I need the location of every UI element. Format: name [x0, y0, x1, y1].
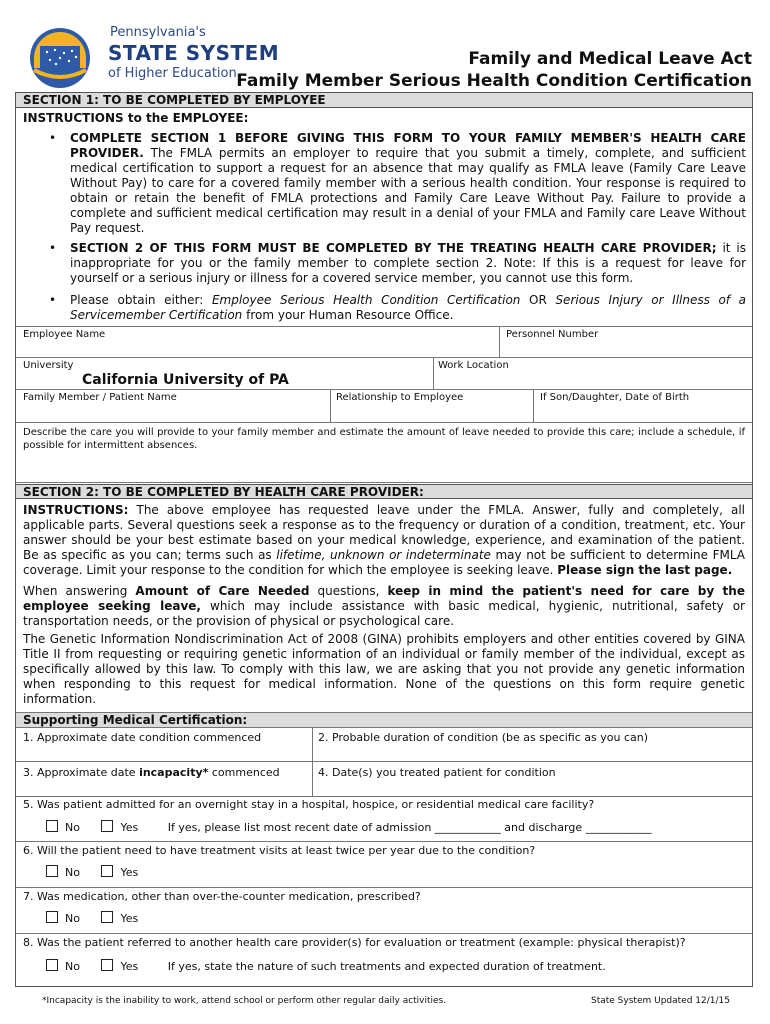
q8-yes-checkbox[interactable] [101, 959, 113, 971]
q5-no-checkbox[interactable] [46, 820, 58, 832]
logo-line-2: STATE SYSTEM [108, 41, 280, 65]
describe-care-label: Describe the care you will provide to your family member and estimate the amount of leave needed to provide this care; include a schedule, if possible for intermittent absences. [23, 427, 745, 451]
q8-no-checkbox[interactable] [46, 959, 58, 971]
bullet-3-text: Please obtain either: Employee Serious Health Condition Certification OR Serious Injury or Illness of a Servicemember Certification from your Human Resource Office. [70, 293, 747, 322]
family-member-label: Family Member / Patient Name [23, 392, 177, 403]
incapacity-footnote: *Incapacity is the inability to work, attend school or perform other regular daily activities. [42, 996, 447, 1006]
q8-options: No Yes If yes, state the nature of such treatments and expected duration of treatment. [46, 959, 606, 973]
q6-yes-checkbox[interactable] [101, 865, 113, 877]
q7-yes-checkbox[interactable] [101, 911, 113, 923]
employee-instructions-heading: INSTRUCTIONS to the EMPLOYEE: [23, 111, 249, 125]
form-title-line-2: Family Member Serious Health Condition Certification [236, 71, 752, 91]
updated-note: State System Updated 12/1/15 [591, 996, 730, 1006]
form-title-line-1: Family and Medical Leave Act [468, 49, 752, 69]
bullet-2: • [49, 241, 57, 255]
q8-followup[interactable]: If yes, state the nature of such treatments and expected duration of treatment. [167, 960, 606, 973]
q2-label: 2. Probable duration of condition (be as specific as you can) [318, 731, 648, 744]
bullet-2-text: SECTION 2 OF THIS FORM MUST BE COMPLETED BY THE TREATING HEALTH CARE PROVIDER; it is inappropriate for you or the family member to complete section 2. Note: If this is a request for leave for yourself or a serious injury or illness for a covered service member, you cannot use this form. [70, 241, 746, 285]
q6-options: No Yes [46, 865, 156, 879]
q5-options: No Yes If yes, please list most recent date of admission ____________ and discharge ____________ [46, 820, 652, 834]
son-daughter-dob-label: If Son/Daughter, Date of Birth [540, 392, 690, 403]
bullet-1: • [49, 131, 57, 145]
provider-instructions: INSTRUCTIONS: The above employee has requested leave under the FMLA. Answer, fully and completely, all applicable parts. Several questions seek a response as to the frequency or duration of a condition, treatment, etc. Your answer should be your best estimate based on your medical knowledge, experience, and examination of the patient. Be as specific as you can; terms such as lifetime, unknown or indeterminate may not be sufficient to determine FMLA coverage. Limit your response to the condition for which the employee is seeking leave. Please sign the last page. [23, 503, 745, 577]
q5-yes-checkbox[interactable] [101, 820, 113, 832]
q3-label: 3. Approximate date incapacity* commenced [23, 766, 280, 779]
q4-label: 4. Date(s) you treated patient for condition [318, 766, 556, 779]
care-needed-instructions: When answering Amount of Care Needed questions, keep in mind the patient's need for care by the employee seeking leave, which may include assistance with basic medical, hygienic, nutritional, safety or transportation needs, or the provision of physical or psychological care. [23, 584, 745, 628]
q5-label: 5. Was patient admitted for an overnight stay in a hospital, hospice, or residential medical care facility? [23, 798, 595, 811]
section2-header: SECTION 2: TO BE COMPLETED BY HEALTH CARE PROVIDER: [16, 484, 752, 499]
section1-header: SECTION 1: TO BE COMPLETED BY EMPLOYEE [16, 93, 752, 108]
university-label: University [23, 360, 74, 371]
bullet-3: • [49, 293, 57, 307]
personnel-number-label: Personnel Number [506, 329, 599, 340]
supporting-cert-header: Supporting Medical Certification: [16, 713, 752, 727]
q6-no-checkbox[interactable] [46, 865, 58, 877]
university-value[interactable]: California University of PA [82, 372, 289, 388]
q6-label: 6. Will the patient need to have treatment visits at least twice per year due to the condition? [23, 844, 536, 857]
q7-no-checkbox[interactable] [46, 911, 58, 923]
q8-label: 8. Was the patient referred to another health care provider(s) for evaluation or treatment (example: physical therapist)? [23, 936, 686, 949]
form-frame [15, 92, 753, 987]
gina-notice: The Genetic Information Nondiscrimination Act of 2008 (GINA) prohibits employers and other entities covered by GINA Title II from requesting or requiring genetic information of an individual or family member of the individual, except as specifically allowed by this law. To comply with this law, we are asking that you not provide any genetic information when responding to this request for medical information. None of the questions on this form require genetic information. [23, 632, 745, 706]
work-location-label: Work Location [438, 360, 509, 371]
q7-label: 7. Was medication, other than over-the-counter medication, prescribed? [23, 890, 421, 903]
q7-options: No Yes [46, 911, 156, 925]
logo-line-3: of Higher Education [108, 66, 237, 81]
q5-followup[interactable]: If yes, please list most recent date of admission ____________ and discharge ____________ [167, 821, 652, 834]
bullet-1-text: COMPLETE SECTION 1 BEFORE GIVING THIS FORM TO YOUR FAMILY MEMBER'S HEALTH CARE PROVIDER. The FMLA permits an employer to require that you submit a timely, complete, and sufficient medical certification to support a request for an absence that may qualify as FMLA leave (Family Care Leave Without Pay) to care for a covered family member with a serious health condition. Your response is required to obtain or retain the benefit of FMLA protections and Family Care Leave Without Pay. Failure to provide a complete and sufficient medical certification may result in a denial of your FMLA and Family care Leave Without Pay request. [70, 131, 746, 235]
relationship-label: Relationship to Employee [336, 392, 464, 403]
employee-name-label: Employee Name [23, 329, 106, 340]
q1-label: 1. Approximate date condition commenced [23, 731, 262, 744]
logo-line-1: Pennsylvania's [110, 25, 206, 40]
